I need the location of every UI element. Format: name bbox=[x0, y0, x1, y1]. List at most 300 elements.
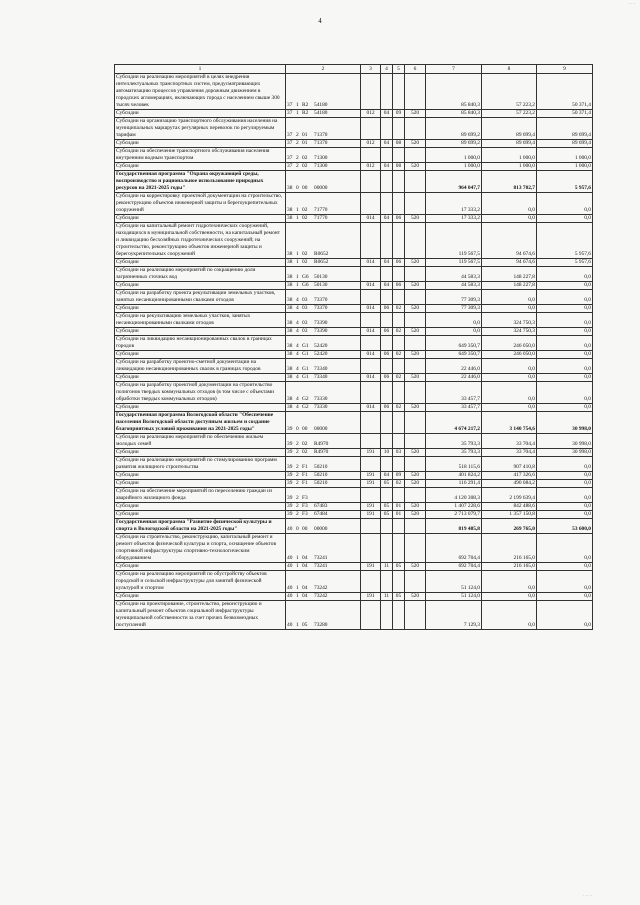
amount-2023: 0,0 bbox=[537, 328, 593, 336]
amount-2023: 5 957,6 bbox=[537, 259, 593, 267]
code-direction: 54180 bbox=[314, 102, 328, 108]
grbs-code: 014 bbox=[361, 351, 381, 359]
code-subprogram: 2 bbox=[296, 495, 299, 501]
code-event: F3 bbox=[302, 495, 308, 501]
code-event: 02 bbox=[302, 207, 308, 213]
code-direction: 54180 bbox=[314, 110, 328, 116]
amount-2023: 0,0 bbox=[537, 382, 593, 404]
code-program: 40 bbox=[287, 593, 293, 599]
item-row bbox=[115, 118, 593, 140]
amount-2022: 490 084,2 bbox=[482, 480, 537, 488]
code-direction: 00000 bbox=[314, 185, 328, 191]
amount-2022: 33 704,4 bbox=[482, 434, 537, 449]
amount-2023: 0,0 bbox=[537, 374, 593, 382]
amount-2022: 2 199 639,4 bbox=[482, 488, 537, 503]
target-article-code bbox=[286, 336, 361, 351]
section-code bbox=[381, 118, 393, 140]
subsidy-row bbox=[115, 374, 593, 382]
amount-2023: 0,0 bbox=[537, 359, 593, 374]
code-program: 38 bbox=[287, 351, 293, 357]
amount-2022: 94 674,6 bbox=[482, 259, 537, 267]
amount-2022: 907 410,8 bbox=[482, 457, 537, 472]
expense-type-code: 520 bbox=[405, 374, 426, 382]
amount-2021: 77 309,3 bbox=[426, 290, 482, 305]
row-name: Субсидии bbox=[115, 215, 286, 223]
code-direction: R4970 bbox=[314, 449, 329, 455]
code-event: G1 bbox=[302, 374, 309, 380]
row-name: Субсидии bbox=[115, 140, 286, 148]
row-name: Субсидии на реализацию мероприятий по обустройству объектов городской и сельской инфраструктуры для занятий физической культурой и спортом bbox=[115, 571, 286, 593]
code-program: 37 bbox=[287, 163, 293, 169]
code-event: 02 bbox=[302, 155, 308, 161]
subsection-code bbox=[393, 290, 405, 305]
amount-2023: 0,0 bbox=[537, 488, 593, 503]
expense-type-code bbox=[405, 488, 426, 503]
amount-2021: 17 333,2 bbox=[426, 215, 482, 223]
code-subprogram: 4 bbox=[296, 305, 299, 311]
grbs-code bbox=[361, 171, 381, 193]
header-cell: 2 bbox=[286, 65, 361, 74]
subsidy-row bbox=[115, 480, 593, 488]
expense-type-code: 520 bbox=[405, 511, 426, 519]
code-program: 39 bbox=[287, 495, 293, 501]
code-event: F1 bbox=[302, 480, 308, 486]
code-direction: 50130 bbox=[314, 274, 328, 280]
amount-2021: 401 824,2 bbox=[426, 472, 482, 480]
subsidy-row bbox=[115, 110, 593, 118]
target-article-code bbox=[286, 118, 361, 140]
grbs-code bbox=[361, 457, 381, 472]
code-direction: 71370 bbox=[314, 132, 328, 138]
subsection-code: 09 bbox=[393, 110, 405, 118]
amount-2022: 1 000,0 bbox=[482, 148, 537, 163]
target-article-code bbox=[286, 480, 361, 488]
grbs-code bbox=[361, 434, 381, 449]
code-subprogram: 2 bbox=[296, 441, 299, 447]
header-cell: 5 bbox=[393, 65, 405, 74]
amount-2022: 216 165,0 bbox=[482, 534, 537, 563]
code-direction: 73241 bbox=[314, 563, 328, 569]
page-number: 4 bbox=[318, 17, 322, 25]
subsidy-row bbox=[115, 472, 593, 480]
amount-2021: 1 000,0 bbox=[426, 148, 482, 163]
amount-2022: 148 227,8 bbox=[482, 267, 537, 282]
expense-type-code bbox=[405, 534, 426, 563]
code-program: 39 bbox=[287, 472, 293, 478]
item-row bbox=[115, 193, 593, 215]
grbs-code: 191 bbox=[361, 511, 381, 519]
expense-type-code bbox=[405, 336, 426, 351]
target-article-code bbox=[286, 313, 361, 328]
code-direction: R0652 bbox=[314, 251, 329, 257]
amount-2021: 35 793,3 bbox=[426, 434, 482, 449]
amount-2023: 1 000,0 bbox=[537, 148, 593, 163]
subsection-code bbox=[393, 193, 405, 215]
section-code bbox=[381, 601, 393, 630]
row-name: Субсидии bbox=[115, 163, 286, 171]
code-program: 40 bbox=[287, 563, 293, 569]
section-code: 06 bbox=[381, 404, 393, 412]
section-code: 04 bbox=[381, 110, 393, 118]
amount-2022: 89 699,4 bbox=[482, 118, 537, 140]
grbs-code bbox=[361, 382, 381, 404]
amount-2022: 57 223,2 bbox=[482, 110, 537, 118]
code-subprogram: 4 bbox=[296, 366, 299, 372]
expense-type-code: 520 bbox=[405, 305, 426, 313]
code-event: F3 bbox=[302, 503, 308, 509]
code-direction: 71770 bbox=[314, 215, 328, 221]
grbs-code: 012 bbox=[361, 163, 381, 171]
code-subprogram: 1 bbox=[296, 593, 299, 599]
subsection-code bbox=[393, 313, 405, 328]
amount-2023: 5 957,6 bbox=[537, 171, 593, 193]
subsection-code: 09 bbox=[393, 472, 405, 480]
code-direction: 67483 bbox=[314, 503, 328, 509]
header-cell: 1 bbox=[115, 65, 286, 74]
code-subprogram: 1 bbox=[296, 110, 299, 116]
expense-type-code bbox=[405, 359, 426, 374]
amount-2023: 0,0 bbox=[537, 336, 593, 351]
subsection-code: 02 bbox=[393, 328, 405, 336]
target-article-code bbox=[286, 412, 361, 434]
code-subprogram: 1 bbox=[296, 251, 299, 257]
row-name: Субсидии bbox=[115, 472, 286, 480]
section-code: 11 bbox=[381, 563, 393, 571]
subsidy-row bbox=[115, 563, 593, 571]
row-name: Субсидии bbox=[115, 404, 286, 412]
code-subprogram: 2 bbox=[296, 472, 299, 478]
code-event: R2 bbox=[302, 102, 309, 108]
code-event: G1 bbox=[302, 366, 309, 372]
grbs-code bbox=[361, 359, 381, 374]
code-subprogram: 4 bbox=[296, 374, 299, 380]
target-article-code bbox=[286, 457, 361, 472]
item-row bbox=[115, 434, 593, 449]
code-event: G2 bbox=[302, 404, 309, 410]
amount-2021: 44 583,3 bbox=[426, 282, 482, 290]
amount-2023: 0,0 bbox=[537, 305, 593, 313]
expense-type-code bbox=[405, 193, 426, 215]
expense-type-code: 520 bbox=[405, 472, 426, 480]
code-program: 37 bbox=[287, 140, 293, 146]
target-article-code bbox=[286, 519, 361, 534]
amount-2023: 0,0 bbox=[537, 534, 593, 563]
code-event: 00 bbox=[302, 526, 308, 532]
grbs-code bbox=[361, 313, 381, 328]
row-name: Субсидии на ликвидацию несанкционированных свалок в границах городов bbox=[115, 336, 286, 351]
amount-2023: 0,0 bbox=[537, 404, 593, 412]
expense-type-code bbox=[405, 118, 426, 140]
expense-type-code: 520 bbox=[405, 110, 426, 118]
code-subprogram: 1 bbox=[296, 585, 299, 591]
code-program: 39 bbox=[287, 449, 293, 455]
subsection-code: 01 bbox=[393, 503, 405, 511]
subsection-code: 02 bbox=[393, 404, 405, 412]
expense-type-code: 520 bbox=[405, 140, 426, 148]
subsidy-row bbox=[115, 140, 593, 148]
grbs-code: 014 bbox=[361, 374, 381, 382]
amount-2022: 0,0 bbox=[482, 359, 537, 374]
program-row bbox=[115, 519, 593, 534]
code-event: 01 bbox=[302, 132, 308, 138]
code-subprogram: 2 bbox=[296, 155, 299, 161]
amount-2021: 51 124,0 bbox=[426, 593, 482, 601]
subsidy-row bbox=[115, 503, 593, 511]
expense-type-code bbox=[405, 434, 426, 449]
amount-2021: 7 129,3 bbox=[426, 601, 482, 630]
subsection-code: 08 bbox=[393, 163, 405, 171]
code-program: 38 bbox=[287, 396, 293, 402]
amount-2022: 148 227,8 bbox=[482, 282, 537, 290]
subsection-code bbox=[393, 336, 405, 351]
row-name: Субсидии на обеспечение мероприятий по переселению граждан из аварийного жилищного фонда bbox=[115, 488, 286, 503]
amount-2022: 0,0 bbox=[482, 215, 537, 223]
amount-2022: 0,0 bbox=[482, 593, 537, 601]
item-row bbox=[115, 267, 593, 282]
subsection-code: 08 bbox=[393, 140, 405, 148]
code-subprogram: 4 bbox=[296, 297, 299, 303]
amount-2021: 85 840,3 bbox=[426, 74, 482, 110]
row-name: Субсидии на реализацию мероприятий по обеспечению жильем молодых семей bbox=[115, 434, 286, 449]
code-program: 38 bbox=[287, 185, 293, 191]
subsection-code bbox=[393, 534, 405, 563]
amount-2021: 33 457,7 bbox=[426, 404, 482, 412]
amount-2023: 30 998,0 bbox=[537, 449, 593, 457]
amount-2022: 0,0 bbox=[482, 382, 537, 404]
code-subprogram: 0 bbox=[296, 526, 299, 532]
code-program: 38 bbox=[287, 374, 293, 380]
item-row bbox=[115, 290, 593, 305]
amount-2023: 0,0 bbox=[537, 457, 593, 472]
program-row bbox=[115, 412, 593, 434]
target-article-code bbox=[286, 259, 361, 267]
subsidy-row bbox=[115, 511, 593, 519]
table-header-row bbox=[115, 65, 593, 74]
grbs-code bbox=[361, 519, 381, 534]
section-code bbox=[381, 148, 393, 163]
amount-2022: 0,0 bbox=[482, 193, 537, 215]
row-name: Субсидии на реализацию мероприятий по стимулированию программ развития жилищного строительства bbox=[115, 457, 286, 472]
code-direction: 73280 bbox=[314, 622, 328, 628]
amount-2021: 692 704,4 bbox=[426, 534, 482, 563]
amount-2022: 324 750,3 bbox=[482, 313, 537, 328]
code-event: G1 bbox=[302, 351, 309, 357]
expense-type-code bbox=[405, 382, 426, 404]
code-event: F1 bbox=[302, 472, 308, 478]
grbs-code: 012 bbox=[361, 110, 381, 118]
code-subprogram: 4 bbox=[296, 343, 299, 349]
section-code bbox=[381, 488, 393, 503]
section-code bbox=[381, 267, 393, 282]
code-subprogram: 2 bbox=[296, 511, 299, 517]
section-code: 10 bbox=[381, 449, 393, 457]
code-subprogram: 1 bbox=[296, 215, 299, 221]
subsection-code bbox=[393, 171, 405, 193]
code-direction: 50210 bbox=[314, 464, 328, 470]
item-row bbox=[115, 336, 593, 351]
grbs-code: 012 bbox=[361, 140, 381, 148]
code-program: 38 bbox=[287, 320, 293, 326]
amount-2021: 17 333,2 bbox=[426, 193, 482, 215]
code-event: G1 bbox=[302, 343, 309, 349]
target-article-code bbox=[286, 193, 361, 215]
subsection-code: 01 bbox=[393, 511, 405, 519]
row-name: Субсидии на разработку проектной документации на строительство полигонов твердых коммунальных отходов (в том числе с объектами обработки твердых коммунальных отходов) bbox=[115, 382, 286, 404]
code-direction: 00000 bbox=[314, 426, 328, 432]
expense-type-code: 520 bbox=[405, 282, 426, 290]
grbs-code bbox=[361, 118, 381, 140]
grbs-code bbox=[361, 571, 381, 593]
code-direction: 73330 bbox=[314, 396, 328, 402]
code-program: 38 bbox=[287, 259, 293, 265]
target-article-code bbox=[286, 148, 361, 163]
code-program: 40 bbox=[287, 585, 293, 591]
code-program: 38 bbox=[287, 366, 293, 372]
section-code bbox=[381, 359, 393, 374]
scan-corner-mark: . . . bbox=[628, 1, 635, 6]
expense-type-code bbox=[405, 290, 426, 305]
grbs-code bbox=[361, 193, 381, 215]
expense-type-code: 520 bbox=[405, 351, 426, 359]
grbs-code: 191 bbox=[361, 563, 381, 571]
amount-2021: 33 457,7 bbox=[426, 382, 482, 404]
target-article-code bbox=[286, 434, 361, 449]
code-event: 02 bbox=[302, 441, 308, 447]
code-direction: 73241 bbox=[314, 555, 328, 561]
code-event: 02 bbox=[302, 251, 308, 257]
expense-type-code: 520 bbox=[405, 449, 426, 457]
subsection-code bbox=[393, 148, 405, 163]
code-direction: R0652 bbox=[314, 259, 329, 265]
row-name: Государственная программа Вологодской области "Обеспечение населения Вологодской области доступным жильем и создание благоприятных условий проживания на 2021-2025 годы" bbox=[115, 412, 286, 434]
target-article-code bbox=[286, 215, 361, 223]
code-program: 38 bbox=[287, 404, 293, 410]
row-name: Субсидии bbox=[115, 511, 286, 519]
code-program: 37 bbox=[287, 132, 293, 138]
section-code bbox=[381, 412, 393, 434]
target-article-code bbox=[286, 503, 361, 511]
row-name: Субсидии bbox=[115, 351, 286, 359]
section-code bbox=[381, 434, 393, 449]
amount-2022: 269 765,0 bbox=[482, 519, 537, 534]
amount-2021: 51 124,0 bbox=[426, 571, 482, 593]
code-program: 38 bbox=[287, 274, 293, 280]
code-event: 01 bbox=[302, 140, 308, 146]
amount-2022: 246 050,0 bbox=[482, 336, 537, 351]
grbs-code: 191 bbox=[361, 503, 381, 511]
code-event: F1 bbox=[302, 464, 308, 470]
code-subprogram: 4 bbox=[296, 320, 299, 326]
expense-type-code bbox=[405, 148, 426, 163]
subsection-code bbox=[393, 382, 405, 404]
header-cell: 4 bbox=[381, 65, 393, 74]
amount-2022: 0,0 bbox=[482, 571, 537, 593]
row-name: Субсидии на разработку проектно-сметной документации на ликвидацию несанкционированных свалок в границах городов bbox=[115, 359, 286, 374]
budget-table bbox=[114, 64, 593, 630]
amount-2021: 1 407 228,6 bbox=[426, 503, 482, 511]
amount-2021: 4 120 308,3 bbox=[426, 488, 482, 503]
code-direction: 50210 bbox=[314, 472, 328, 478]
item-row bbox=[115, 223, 593, 259]
grbs-code: 014 bbox=[361, 305, 381, 313]
grbs-code: 191 bbox=[361, 480, 381, 488]
section-code: 05 bbox=[381, 480, 393, 488]
section-code bbox=[381, 571, 393, 593]
amount-2022: 0,0 bbox=[482, 601, 537, 630]
expense-type-code bbox=[405, 223, 426, 259]
subsection-code bbox=[393, 359, 405, 374]
target-article-code bbox=[286, 171, 361, 193]
table-body bbox=[115, 65, 593, 630]
subsection-code: 05 bbox=[393, 563, 405, 571]
amount-2021: 649 350,7 bbox=[426, 336, 482, 351]
code-subprogram: 1 bbox=[296, 622, 299, 628]
code-event: F3 bbox=[302, 511, 308, 517]
code-event: 00 bbox=[302, 185, 308, 191]
amount-2022: 1 357 150,8 bbox=[482, 511, 537, 519]
code-event: 02 bbox=[302, 449, 308, 455]
section-code bbox=[381, 223, 393, 259]
code-event: 04 bbox=[302, 593, 308, 599]
row-name: Субсидии bbox=[115, 503, 286, 511]
section-code: 06 bbox=[381, 351, 393, 359]
subsidy-row bbox=[115, 215, 593, 223]
expense-type-code bbox=[405, 313, 426, 328]
amount-2021: 89 699,2 bbox=[426, 118, 482, 140]
section-code: 05 bbox=[381, 503, 393, 511]
target-article-code bbox=[286, 110, 361, 118]
section-code bbox=[381, 336, 393, 351]
grbs-code bbox=[361, 534, 381, 563]
amount-2022: 33 704,4 bbox=[482, 449, 537, 457]
section-code: 04 bbox=[381, 282, 393, 290]
code-subprogram: 1 bbox=[296, 282, 299, 288]
target-article-code bbox=[286, 74, 361, 110]
amount-2023: 0,0 bbox=[537, 601, 593, 630]
amount-2023: 0,0 bbox=[537, 351, 593, 359]
header-cell: 6 bbox=[405, 65, 426, 74]
subsection-code: 06 bbox=[393, 215, 405, 223]
code-direction: 71300 bbox=[314, 163, 328, 169]
amount-2022: 89 699,4 bbox=[482, 140, 537, 148]
amount-2021: 1 000,0 bbox=[426, 163, 482, 171]
amount-2021: 119 567,5 bbox=[426, 223, 482, 259]
code-program: 38 bbox=[287, 251, 293, 257]
section-code bbox=[381, 313, 393, 328]
target-article-code bbox=[286, 328, 361, 336]
amount-2023: 0,0 bbox=[537, 282, 593, 290]
code-direction: 73330 bbox=[314, 404, 328, 410]
code-event: 03 bbox=[302, 305, 308, 311]
subsection-code: 03 bbox=[393, 449, 405, 457]
section-code: 06 bbox=[381, 374, 393, 382]
expense-type-code bbox=[405, 519, 426, 534]
code-program: 40 bbox=[287, 555, 293, 561]
code-program: 39 bbox=[287, 426, 293, 432]
subsection-code: 02 bbox=[393, 480, 405, 488]
expense-type-code: 520 bbox=[405, 404, 426, 412]
code-event: 02 bbox=[302, 215, 308, 221]
grbs-code: 191 bbox=[361, 449, 381, 457]
amount-2023: 89 699,4 bbox=[537, 140, 593, 148]
amount-2021: 819 485,8 bbox=[426, 519, 482, 534]
amount-2022: 246 050,0 bbox=[482, 351, 537, 359]
row-name: Субсидии bbox=[115, 328, 286, 336]
amount-2021: 89 699,2 bbox=[426, 140, 482, 148]
expense-type-code: 520 bbox=[405, 163, 426, 171]
item-row bbox=[115, 571, 593, 593]
row-name: Субсидии на обеспечение транспортного обслуживания населения внутренним водным транспортом bbox=[115, 148, 286, 163]
